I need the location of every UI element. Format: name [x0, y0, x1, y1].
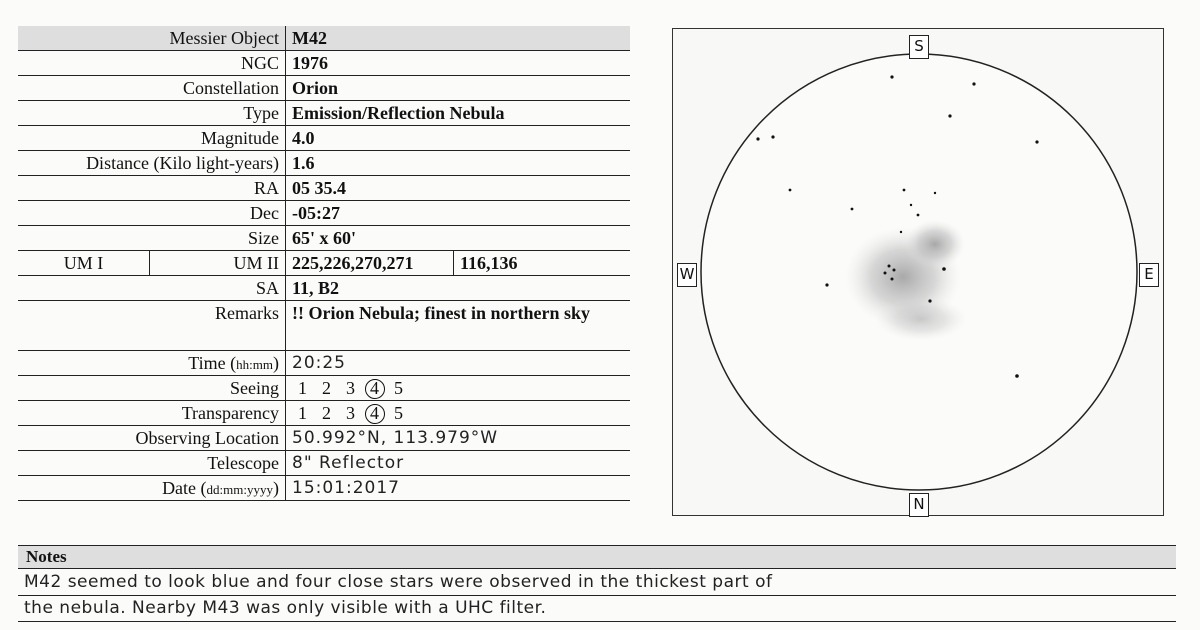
- notes-header: Notes: [18, 545, 1176, 569]
- date-label: Date (dd:mm:yyyy): [18, 476, 286, 500]
- rating-option: 3: [346, 403, 356, 423]
- messier-label: Messier Object: [18, 26, 286, 50]
- star: [1015, 374, 1019, 378]
- transparency-scale: [286, 401, 630, 425]
- um2-label: UM II: [150, 251, 286, 275]
- star: [917, 214, 920, 217]
- row-remarks: [18, 301, 630, 351]
- rating-selected: 4: [365, 404, 385, 424]
- star: [942, 267, 946, 271]
- type-label: Type: [18, 101, 286, 125]
- location-value: 50.992°N, 113.979°W: [292, 428, 499, 448]
- star: [851, 208, 854, 211]
- transparency-label: Transparency: [18, 401, 286, 425]
- um3-value: 116,136: [460, 253, 518, 273]
- row-ngc: [18, 51, 630, 76]
- um1-label: UM I: [18, 251, 150, 275]
- telescope-value: 8" Reflector: [292, 453, 405, 473]
- magnitude-value: 4.0: [292, 128, 315, 148]
- sa-value: 11, B2: [292, 278, 340, 298]
- star: [1035, 140, 1038, 143]
- notes-line-1: M42 seemed to look blue and four close stars were observed in the thickest part of: [18, 570, 1176, 596]
- row-um: [18, 251, 630, 276]
- rating-option: 5: [394, 378, 404, 398]
- type-value: Emission/Reflection Nebula: [292, 103, 505, 123]
- star: [884, 272, 887, 275]
- time-label: Time (hh:mm): [18, 351, 286, 375]
- um2-value: 225,226,270,271: [286, 251, 454, 275]
- row-type: [18, 101, 630, 126]
- seeing-scale: [286, 376, 630, 400]
- eyepiece-drawing: [672, 28, 1164, 516]
- star: [948, 114, 951, 117]
- star: [756, 137, 759, 140]
- size-label: Size: [18, 226, 286, 250]
- row-magnitude: [18, 126, 630, 151]
- star: [910, 204, 912, 206]
- east-marker: E: [1139, 263, 1159, 287]
- rating-option: 2: [322, 403, 332, 423]
- south-marker: S: [909, 35, 929, 59]
- star: [825, 283, 828, 286]
- magnitude-label: Magnitude: [18, 126, 286, 150]
- rating-option: 1: [298, 403, 308, 423]
- row-sa: [18, 276, 630, 301]
- rating-option: 2: [322, 378, 332, 398]
- west-marker: W: [677, 263, 697, 287]
- size-value: 65' x 60': [292, 228, 357, 248]
- notes-line-2: the nebula. Nearby M43 was only visible with a UHC filter.: [18, 596, 1176, 622]
- star: [900, 231, 902, 233]
- row-ra: [18, 176, 630, 201]
- constellation-label: Constellation: [18, 76, 286, 100]
- dec-label: Dec: [18, 201, 286, 225]
- sa-label: SA: [18, 276, 286, 300]
- telescope-label: Telescope: [18, 451, 286, 475]
- rating-option: 1: [298, 378, 308, 398]
- dec-value: -05:27: [292, 203, 340, 223]
- row-messier: [18, 26, 630, 51]
- distance-label: Distance (Kilo light-years): [18, 151, 286, 175]
- ra-label: RA: [18, 176, 286, 200]
- field-of-view-sketch: [673, 29, 1165, 517]
- row-telescope: [18, 451, 630, 476]
- row-seeing: [18, 376, 630, 401]
- ra-value: 05 35.4: [292, 178, 346, 198]
- star: [891, 278, 894, 281]
- date-value: 15:01:2017: [292, 478, 400, 498]
- row-time: [18, 351, 630, 376]
- nebula-wing: [905, 220, 965, 268]
- messier-value: M42: [286, 26, 630, 50]
- star: [903, 189, 906, 192]
- star: [888, 265, 891, 268]
- rating-option: 3: [346, 378, 356, 398]
- ngc-value: 1976: [292, 53, 328, 73]
- row-date: [18, 476, 630, 501]
- north-marker: N: [909, 493, 929, 517]
- row-distance: [18, 151, 630, 176]
- time-value: 20:25: [292, 353, 346, 373]
- constellation-value: Orion: [292, 78, 339, 98]
- star: [771, 135, 774, 138]
- row-dec: [18, 201, 630, 226]
- nebula-lower: [875, 297, 967, 341]
- row-transparency: [18, 401, 630, 426]
- rating-selected: 4: [365, 379, 385, 399]
- star: [928, 299, 931, 302]
- row-size: [18, 226, 630, 251]
- star: [934, 192, 936, 194]
- object-table: [18, 26, 630, 501]
- star: [972, 82, 975, 85]
- star: [890, 75, 893, 78]
- row-constellation: [18, 76, 630, 101]
- star: [789, 189, 792, 192]
- row-location: [18, 426, 630, 451]
- rating-option: 5: [394, 403, 404, 423]
- remarks-value: !! Orion Nebula; finest in northern sky: [292, 303, 591, 323]
- distance-value: 1.6: [292, 153, 315, 173]
- ngc-label: NGC: [18, 51, 286, 75]
- seeing-label: Seeing: [18, 376, 286, 400]
- star: [893, 269, 896, 272]
- remarks-label: Remarks: [18, 301, 286, 350]
- location-label: Observing Location: [18, 426, 286, 450]
